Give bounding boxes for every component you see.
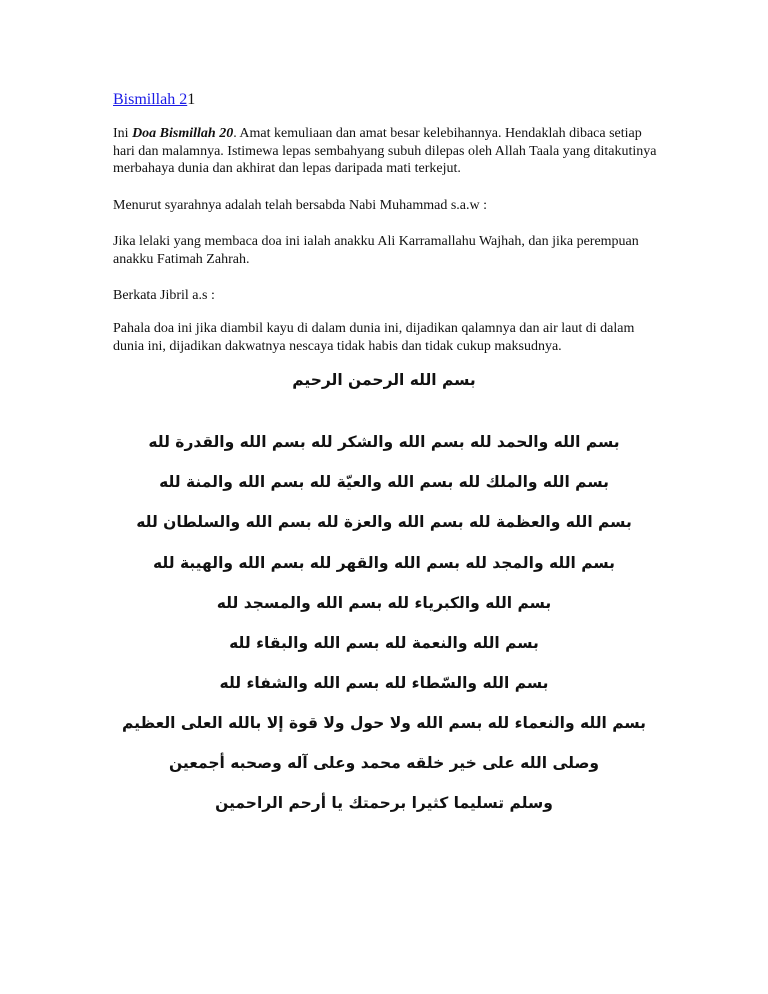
arabic-line: وصلى الله على خير خلقه محمد وعلى آله وصحبه أجمعين xyxy=(168,754,600,772)
intro-paragraph xyxy=(113,125,658,178)
arabic-line: وسلم تسليما كثيرا برحمتك يا أرحم الراحمين xyxy=(215,794,553,812)
basmalah-line: بسم الله الرحمن الرحيم xyxy=(292,371,476,389)
intro-rest-text: . Amat kemuliaan dan amat besar kelebihannya. Hendaklah dibaca setiap hari dan malamnya. Istimewa lepas sembahyang subuh dilepas oleh Allah Taala yang ditakutinya merbahaya dunia dan akhirat dan lepas daripada mati terkejut. xyxy=(113,126,657,176)
hadith-paragraph: Menurut syarahnya adalah telah bersabda Nabi Muhammad s.a.w : xyxy=(113,198,487,213)
doa-name-emphasis: Doa Bismillah 20 xyxy=(132,126,234,141)
title-suffix: 1 xyxy=(187,91,196,108)
anakku-paragraph: Jika lelaki yang membaca doa ini ialah anakku Ali Karramallahu Wajhah, dan jika perempuan anakku Fatimah Zahrah. xyxy=(113,234,639,267)
pahala-paragraph: Pahala doa ini jika diambil kayu di dalam dunia ini, dijadikan qalamnya dan air laut di dalam dunia ini, dijadikan dakwatnya nescaya tidak habis dan tidak cukup maksudnya. xyxy=(113,321,635,354)
arabic-line: بسم الله والكبرياء لله بسم الله والمسجد لله xyxy=(216,594,552,612)
document-title xyxy=(113,90,195,110)
arabic-line: بسم الله والعظمة لله بسم الله والعزة لله بسم الله والسلطان لله xyxy=(136,513,632,531)
arabic-line: بسم الله والسّطاء لله بسم الله والشفاء لله xyxy=(219,674,549,692)
arabic-line: بسم الله والنعماء لله بسم الله ولا حول ولا قوة إلا بالله العلى العظيم xyxy=(122,714,646,732)
arabic-line: بسم الله والنعمة لله بسم الله والبقاء لله xyxy=(229,634,539,652)
arabic-line: بسم الله والمجد لله بسم الله والقهر لله بسم الله والهيبة لله xyxy=(153,554,615,572)
jibril-paragraph: Berkata Jibril a.s : xyxy=(113,288,215,303)
arabic-line: بسم الله والحمد لله بسم الله والشكر لله بسم الله والقدرة لله xyxy=(148,433,620,451)
arabic-line: بسم الله والملك لله بسم الله والعيّة لله بسم الله والمنة لله xyxy=(159,473,609,491)
intro-text: Ini xyxy=(113,126,133,141)
title-link[interactable]: Bismillah 2 xyxy=(113,91,188,108)
